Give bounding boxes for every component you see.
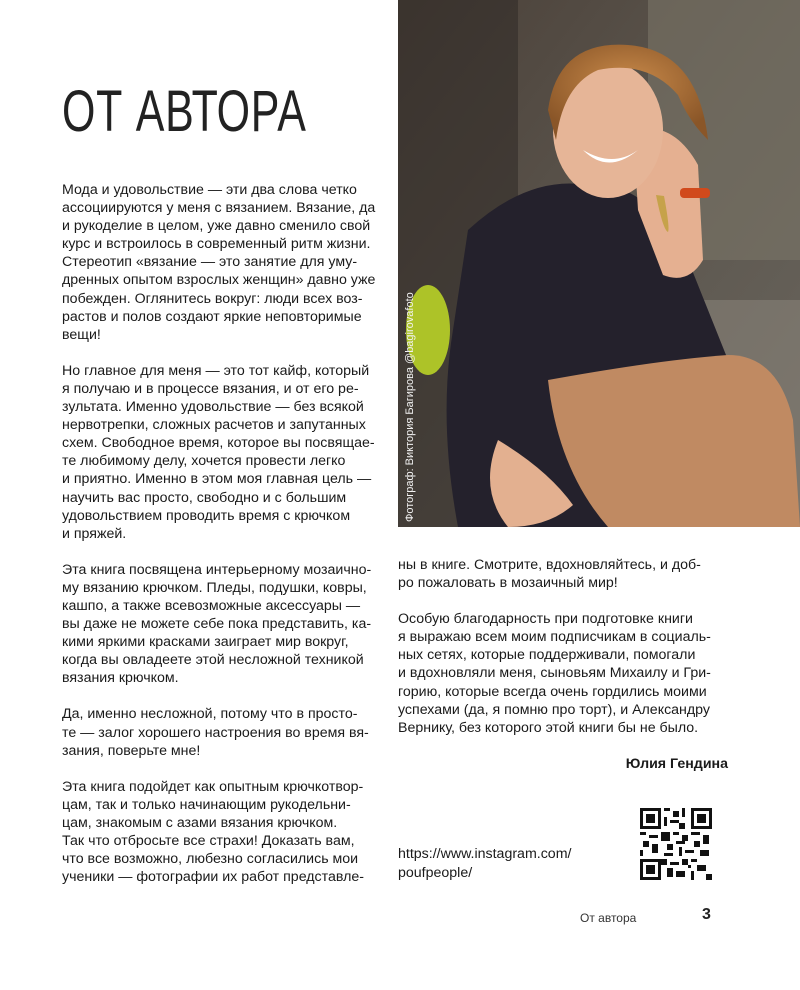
qr-code-icon[interactable] <box>640 808 712 880</box>
paragraph: Но главное для меня — это тот кайф, который я получаю и в процессе вязания, и от его ре- зультата. Именно удовольствие — без всякой нервотрепки, сложных расчетов и запутанных схем. Свободное время, которое вы посвящае- те любимому делу, хочется провести легко и приятно. Именно в этом моя главная цель — научить вас просто, свободно и с большим удовольствием проводить время с крючком и пряжей. <box>62 362 375 542</box>
right-text-column <box>398 556 728 791</box>
paragraph: ны в книге. Смотрите, вдохновляйтесь, и доб- ро пожаловать в мозаичный мир! <box>398 557 701 592</box>
paragraph: Мода и удовольствие — эти два слова четко ассоциируются у меня с вязанием. Вязание, да и рукоделие в целом, уже давно сменило свой курс и встроилось в современный ритм жизни. Стереотип «вязание — это занятие для уму- дренных опытом взрослых женщин» давно уже побежден. Оглянитесь вокруг: люди всех воз- растов и полов создают яркие неповторимые вещи! <box>62 182 376 343</box>
instagram-link[interactable]: https://www.instagram.com/ poufpeople/ <box>398 846 572 881</box>
page-number: 3 <box>702 906 711 923</box>
paragraph: Да, именно несложной, потому что в просто- те — залог хорошего настроения во время вя- зания, поверьте мне! <box>62 706 369 759</box>
author-signature: Юлия Гендина <box>625 755 728 772</box>
photo-credit: Фотограф: Виктория Багирова @bagirovafoto <box>404 292 416 522</box>
author-photo <box>398 0 800 527</box>
running-footer: От автора <box>580 911 637 925</box>
paragraph: Эта книга подойдет как опытным крючкотвор- цам, так и только начинающим рукодельни- цам, знакомым с азами вязания крючком. Так что отбросьте все страхи! Доказать вам, что все возможно, любезно согласились мои ученики — фотографии их работ представле- <box>62 778 364 886</box>
page-title: ОТ АВТОРА <box>62 79 307 144</box>
left-text-column <box>62 181 380 904</box>
paragraph: Эта книга посвящена интерьерному мозаично- му вязанию крючком. Пледы, подушки, ковры, кашпо, а также всевозможные аксессуары — вы даже не можете себе пока представить, ка- кими яркими красками заиграет мир вокруг, когда вы овладеете этой несложной техникой вязания крючком. <box>62 561 372 687</box>
paragraph: Особую благодарность при подготовке книги я выражаю всем моим подписчикам в социаль- ных сетях, которые поддерживали, помогали и вдохновляли меня, сыновьям Михаилу и Гри- горию, которые всегда очень гордились моими успехами (да, я помню про торт), и Александру Вернику, без которого этой книги бы не было. <box>398 611 711 736</box>
